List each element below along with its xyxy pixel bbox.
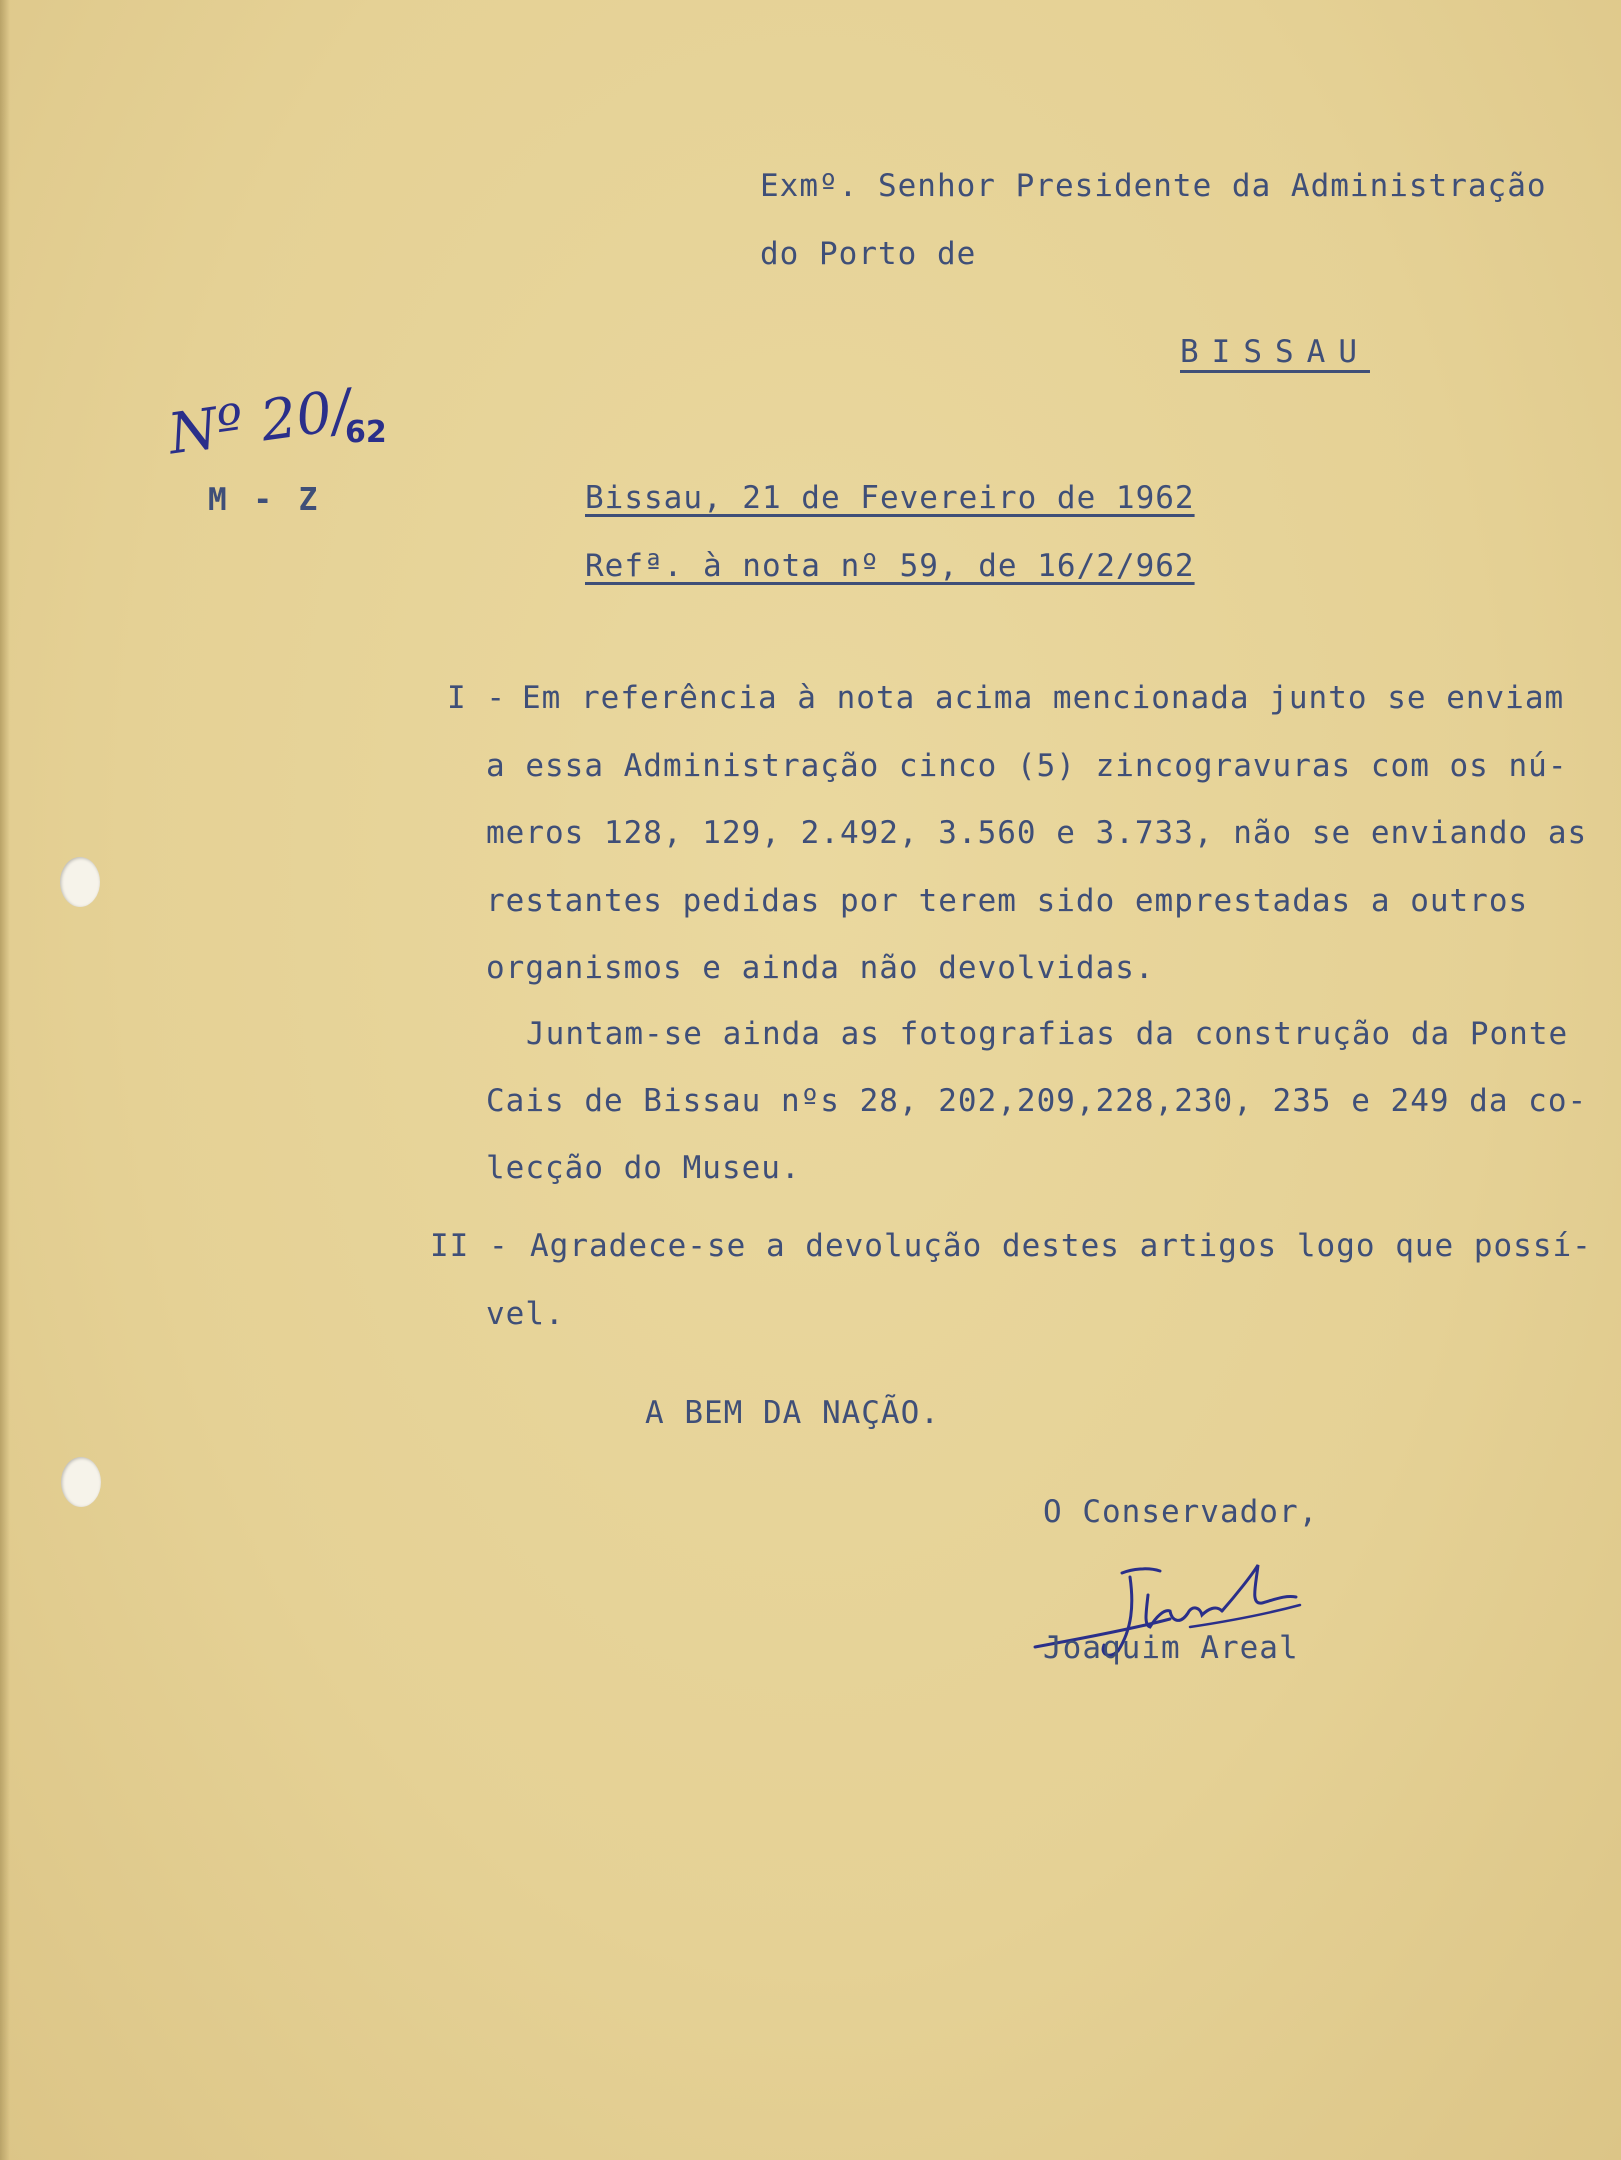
paragraph-1-line: restantes pedidas por terem sido emprestadas a outros [486, 883, 1529, 919]
signatory-name: Joaquim Areal [1043, 1630, 1299, 1666]
paragraph-2-line: Cais de Bissau nºs 28, 202,209,228,230, 235 e 249 da co- [486, 1083, 1588, 1119]
paragraph-2-line: lecção do Museu. [486, 1150, 801, 1186]
recipient-port: do Porto de [760, 236, 977, 272]
closing-salutation: A BEM DA NAÇÃO. [645, 1395, 940, 1431]
handwritten-reference-year: 62 [345, 415, 387, 450]
paragraph-1-line: a essa Administração cinco (5) zincogravuras com os nú- [486, 748, 1568, 784]
handwritten-reference-number: Nº 20/ [164, 377, 355, 468]
recipient-city: BISSAU [1180, 334, 1370, 370]
paragraph-1-line: Em referência à nota acima mencionada junto se enviam [522, 680, 1565, 716]
letter-reference: Refª. à nota nº 59, de 16/2/962 [585, 548, 1195, 584]
paragraph-1-line: meros 128, 129, 2.492, 3.560 e 3.733, não se enviando as [486, 815, 1588, 851]
page-edge-shadow [0, 0, 10, 2160]
paragraph-3-label: II - [430, 1228, 509, 1264]
paragraph-3-line: vel. [486, 1296, 565, 1332]
paragraph-3-line: Agradece-se a devolução destes artigos logo que possí- [530, 1228, 1592, 1264]
paragraph-1-label: I - [447, 680, 506, 716]
paragraph-2-line: Juntam-se ainda as fotografias da construção da Ponte [526, 1016, 1569, 1052]
letter-date: Bissau, 21 de Fevereiro de 1962 [585, 480, 1195, 516]
paragraph-1-line: organismos e ainda não devolvidas. [486, 950, 1155, 986]
punch-hole-top [60, 857, 100, 907]
recipient-title: Exmº. Senhor Presidente da Administração [760, 168, 1547, 204]
signatory-title: O Conservador, [1043, 1494, 1319, 1530]
punch-hole-bottom [61, 1457, 101, 1507]
reference-code: M - Z [208, 482, 322, 518]
